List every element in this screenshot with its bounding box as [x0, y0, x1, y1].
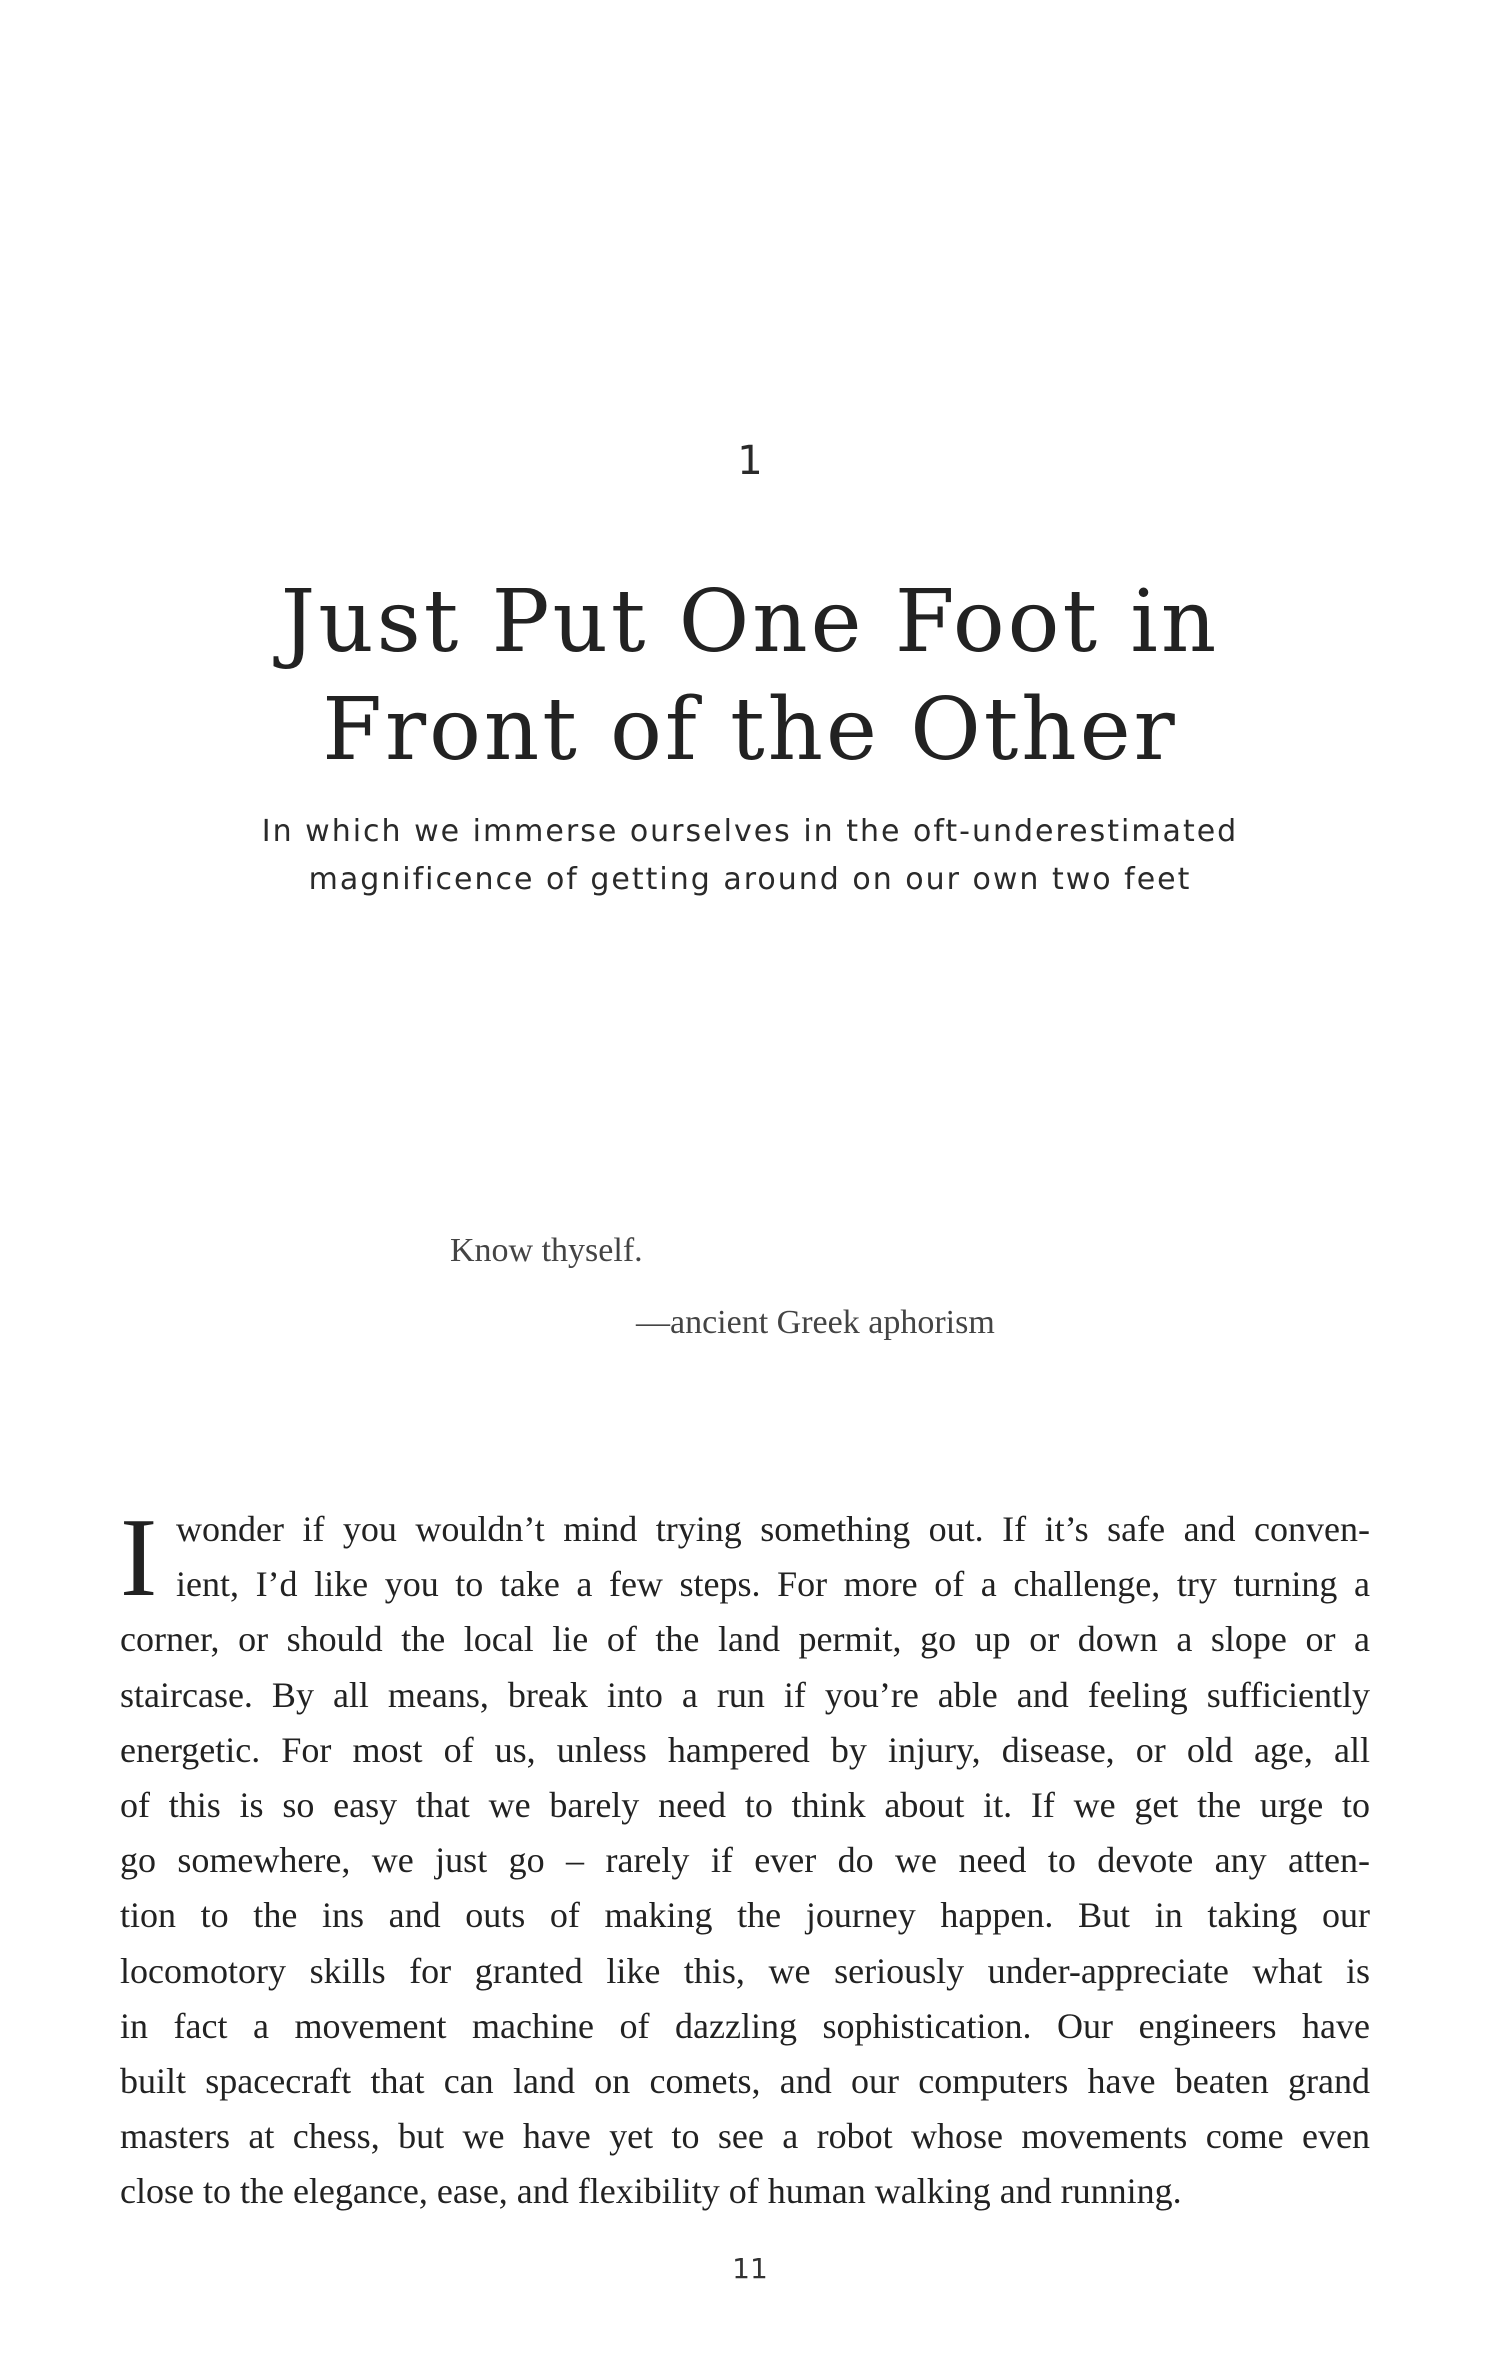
- body-line: masters at chess, but we have yet to see a robot whose movements come even: [120, 2116, 1370, 2157]
- body-paragraph: [120, 1496, 1370, 2219]
- chapter-number: 1: [737, 438, 763, 484]
- body-line: corner, or should the local lie of the land permit, go up or down a slope or a: [120, 1619, 1370, 1660]
- chapter-subtitle: [0, 808, 1500, 904]
- body-line: built spacecraft that can land on comets, and our computers have beaten grand: [120, 2060, 1370, 2101]
- chapter-title-line: Just Put One Foot in: [280, 572, 1220, 672]
- body-line: wonder if you wouldn’t mind trying something out. If it’s safe and conven-: [176, 1509, 1370, 1549]
- body-line: locomotory skills for granted like this, we seriously under-appreciate what is: [120, 1950, 1370, 1991]
- page-number: 11: [732, 2252, 768, 2285]
- epigraph-attribution: —ancient Greek aphorism: [636, 1304, 995, 1341]
- body-line: in fact a movement machine of dazzling sophistication. Our engineers have: [120, 2005, 1370, 2046]
- body-line: staircase. By all means, break into a run if you’re able and feeling sufficiently: [120, 1674, 1370, 1715]
- body-line: of this is so easy that we barely need to think about it. If we get the urge to: [120, 1784, 1370, 1825]
- body-line: ient, I’d like you to take a few steps. For more of a challenge, try turning a: [176, 1564, 1370, 1605]
- body-line: go somewhere, we just go – rarely if ever do we need to devote any atten-: [120, 1840, 1370, 1881]
- chapter-subtitle-line: magnificence of getting around on our own two feet: [308, 862, 1192, 897]
- chapter-subtitle-line: In which we immerse ourselves in the oft-underestimated: [261, 814, 1239, 849]
- body-line: tion to the ins and outs of making the journey happen. But in taking our: [120, 1895, 1370, 1936]
- drop-cap: I: [120, 1496, 158, 1620]
- chapter-title: [0, 568, 1500, 784]
- body-line: close to the elegance, ease, and flexibility of human walking and running.: [120, 2171, 1182, 2212]
- epigraph-quote: Know thyself.: [450, 1232, 643, 1269]
- body-line: energetic. For most of us, unless hampered by injury, disease, or old age, all: [120, 1729, 1370, 1770]
- chapter-title-line: Front of the Other: [322, 680, 1178, 780]
